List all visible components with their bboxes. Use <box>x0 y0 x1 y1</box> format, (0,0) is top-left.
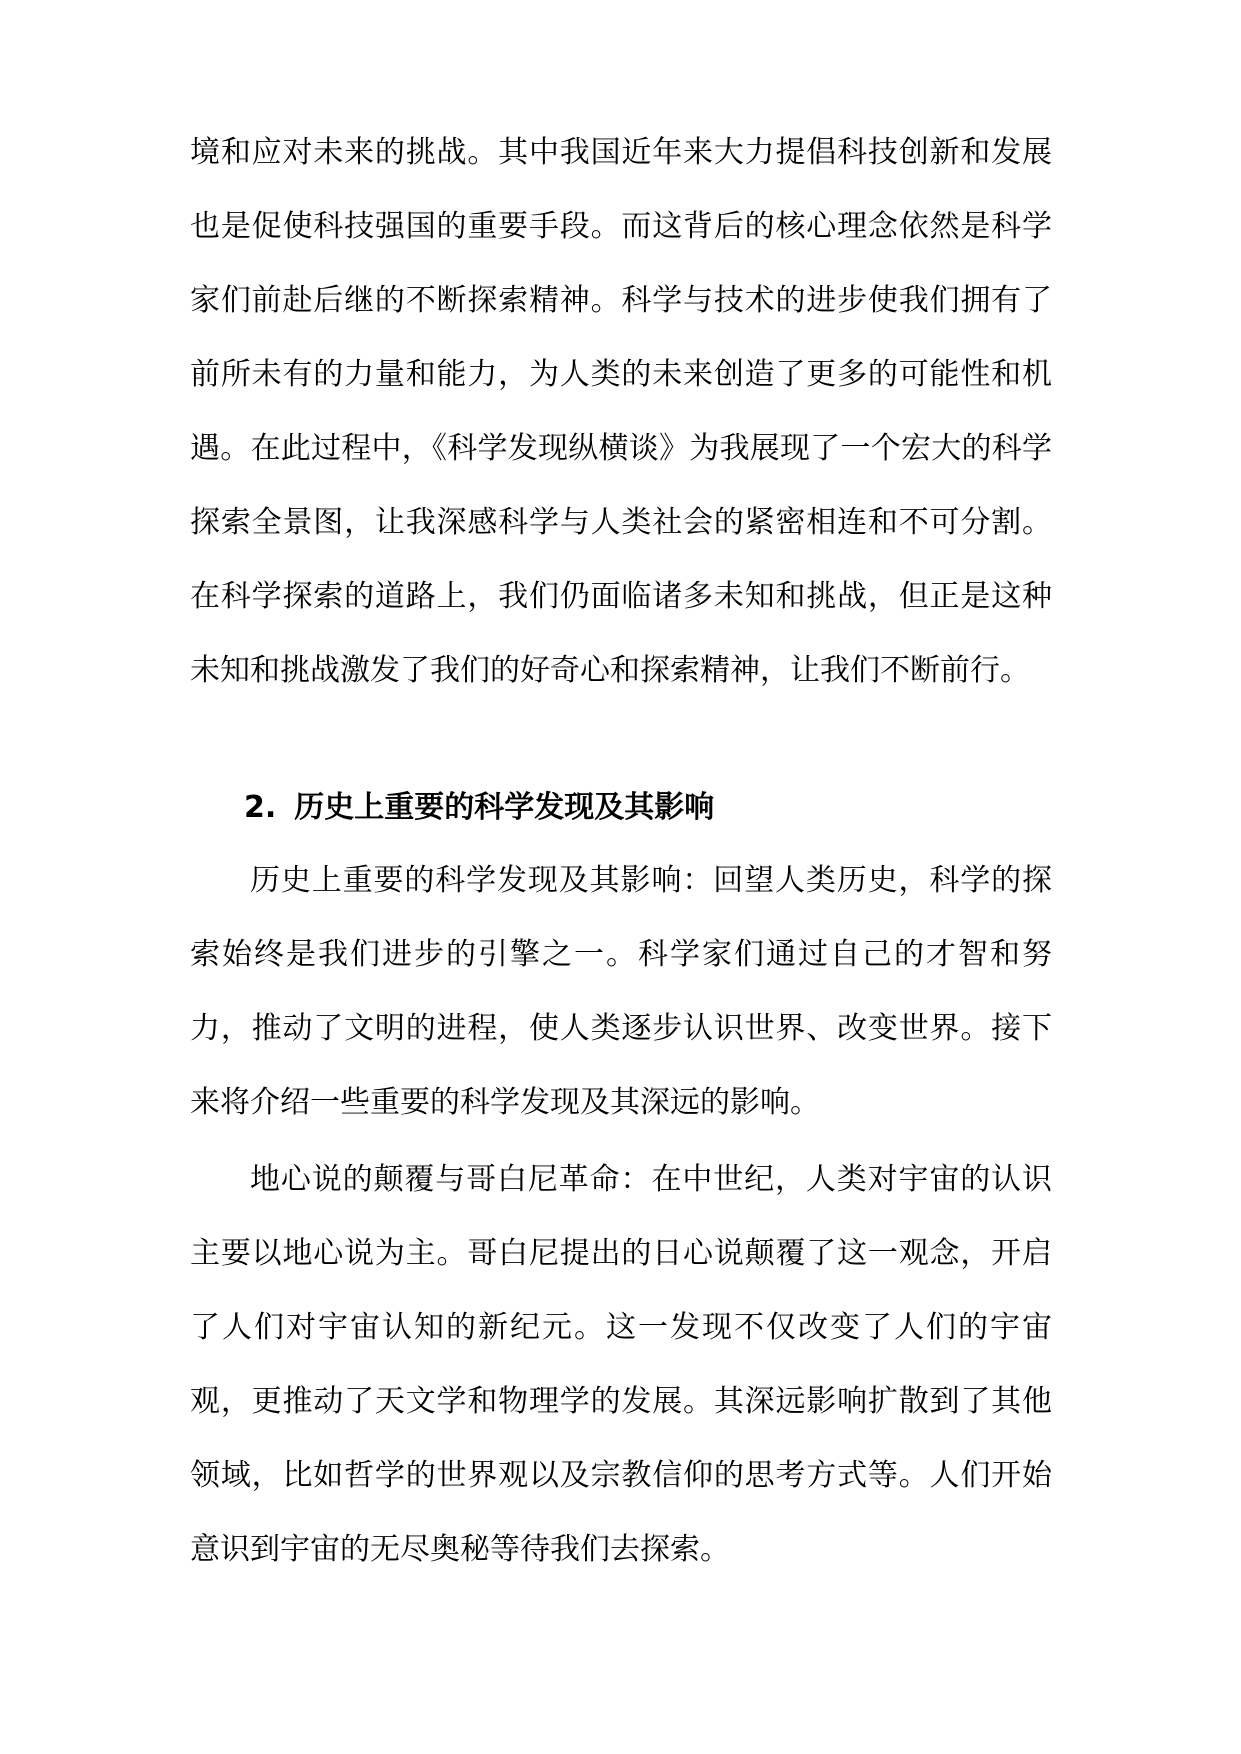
paragraph-copernicus: 地心说的颠覆与哥白尼革命：在中世纪，人类对宇宙的认识主要以地心说为主。哥白尼提出的日心说颠覆了这一观念，开启了人们对宇宙认知的新纪元。这一发现不仅改变了人们的宇宙观，更推动了天文学和物理学的发展。其深远影响扩散到了其他领域，比如哲学的世界观以及宗教信仰的思考方式等。人们开始意识到宇宙的无尽奥秘等待我们去探索。 <box>190 1162 1052 1567</box>
section-number: 2. <box>244 790 277 825</box>
paragraph-continued: 境和应对未来的挑战。其中我国近年来大力提倡科技创新和发展也是促使科技强国的重要手段。而这背后的核心理念依然是科学家们前赴后继的不断探索精神。科学与技术的进步使我们拥有了前所未有的力量和能力，为人类的未来创造了更多的可能性和机遇。在此过程中，《科学发现纵横谈》为我展现了一个宏大的科学探索全景图，让我深感科学与人类社会的紧密相连和不可分割。在科学探索的道路上，我们仍面临诸多未知和挑战，但正是这种未知和挑战激发了我们的好奇心和探索精神，让我们不断前行。 <box>190 135 1052 688</box>
paragraph-intro: 历史上重要的科学发现及其影响：回望人类历史，科学的探索始终是我们进步的引擎之一。科学家们通过自己的才智和努力，推动了文明的进程，使人类逐步认识世界、改变世界。接下来将介绍一些重要的科学发现及其深远的影响。 <box>190 863 1052 1120</box>
section-title: 历史上重要的科学发现及其影响 <box>294 790 715 825</box>
section-heading <box>244 771 714 845</box>
